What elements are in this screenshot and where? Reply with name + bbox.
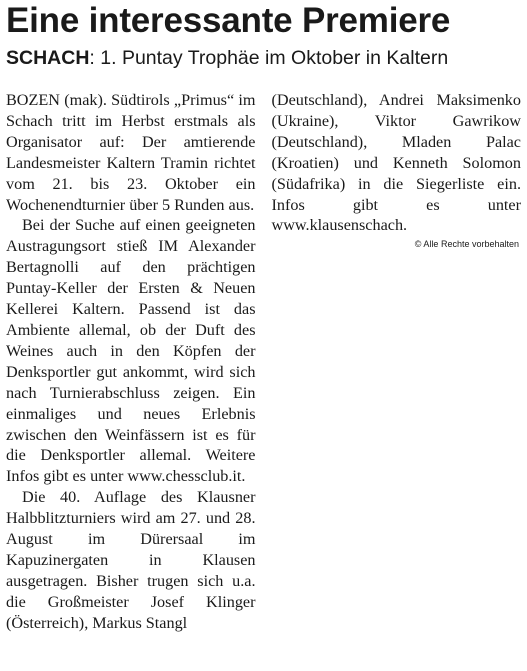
article-kicker: SCHACH <box>6 47 90 69</box>
article-subtitle: : 1. Puntay Trophäe im Oktober in Kaltern <box>89 47 449 69</box>
paragraph-klausen-tournament: Die 40. Auflage des Klausner Halbblitzturniers wird am 27. und 28. August im Dürersaal im Kapuzinergaten in Klausen ausgetragen. Bisher trugen sich u.a. die Großmeister Josef Klinger (Österreich), Markus Stangl <box>6 488 256 632</box>
article-subheadline <box>6 45 521 71</box>
article-body <box>6 90 521 634</box>
paragraph-intro: BOZEN (mak). Südtirols „Primus“ im Schach tritt im Herbst erstmals als Organisator auf: Der amtierende Landesmeister Kaltern Tramin richtet vom 21. bis 23. Oktober ein Wochenendturnier über 5 Runden aus. <box>6 91 256 214</box>
copyright-notice: © Alle Rechte vorbehalten <box>414 239 519 250</box>
newspaper-article <box>6 0 521 671</box>
paragraph-venue: Bei der Suche auf einen geeigneten Austragungsort stieß IM Alexander Bertagnolli auf den prächtigen Puntay-Keller der Ersten & Neuen Kellerei Kaltern. Passend ist das Ambiente allemal, ob der Duft des Weines auch in den Köpfen der Denksportler gut ankommt, wird sich nach Turnierabschluss zeigen. Ein einmaliges und neues Erlebnis zwischen den Weinfässern ist es für die Denksportler allemal. Weitere Infos gibt es unter www.chessclub.it. <box>6 216 256 486</box>
left-column <box>6 90 256 634</box>
right-column <box>272 90 522 634</box>
article-headline: Eine interessante Premiere <box>6 1 451 40</box>
paragraph-continuation: (Deutschland), Andrei Maksimenko (Ukraine), Viktor Gawrikow (Deutschland), Mladen Palac (Kroatien) und Kenneth Solomon (Südafrika) in die Siegerliste ein. Infos gibt es unter www.klausenschach. <box>271 91 521 235</box>
